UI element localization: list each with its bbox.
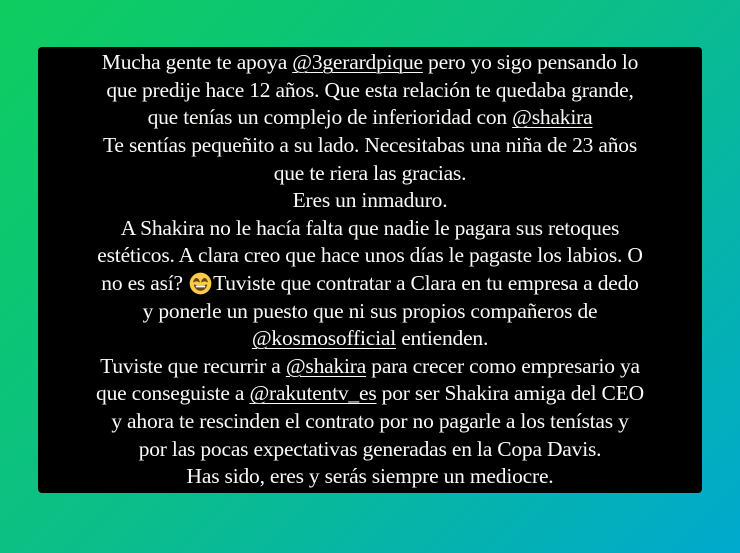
mention-link[interactable]: @rakutentv_es (249, 381, 377, 406)
story-text-segment: Te sentías pequeñito a su lado. Necesitabas una niña de 23 años (103, 133, 637, 158)
story-line (143, 298, 598, 326)
story-text-segment: Tuviste que recurrir a (100, 353, 286, 378)
story-text-segment: que predije hace 12 años. Que esta relación te quedaba grande, (106, 77, 634, 102)
story-line (100, 353, 640, 381)
story-text-segment: por ser Shakira amiga del CEO (376, 381, 644, 406)
story-line (252, 325, 488, 353)
story-text-segment: que conseguiste a (96, 381, 250, 406)
mention-link[interactable]: @kosmosofficial (251, 326, 397, 351)
story-line (139, 436, 602, 464)
story-text-segment: Has sido, eres y serás siempre un mediocre. (186, 464, 554, 489)
story-text-segment: no es así? (101, 271, 189, 295)
mention-link[interactable]: @shakira (512, 105, 593, 130)
story-line (293, 187, 448, 215)
story-text-segment: Mucha gente te apoya (101, 50, 293, 75)
story-line (187, 463, 554, 491)
story-text-segment: por las pocas expectativas generadas en la Copa Davis. (138, 436, 602, 461)
story-text-segment: que te riera las gracias. (273, 160, 467, 185)
story-text-segment: Tuviste que contratar a Clara en tu empresa a dedo (213, 271, 639, 295)
grinning-face-emoji (189, 272, 212, 295)
story-text-segment: estéticos. A clara creo que hace unos días le pagaste los labios. O (97, 243, 643, 268)
story-text-segment: pero yo sigo pensando lo (422, 50, 639, 75)
story-text-segment: que tenías un complejo de inferioridad con (147, 105, 513, 130)
story-text-segment: y ahora te rescinden el contrato por no pagarle a los tenístas y (111, 408, 629, 433)
story-line (121, 215, 619, 243)
mention-link[interactable]: @shakira (285, 353, 367, 378)
mention-link[interactable]: @3gerardpique (292, 50, 423, 75)
story-text-segment: y ponerle un puesto que ni sus propios compañeros de (142, 298, 598, 323)
story-line (111, 408, 628, 436)
story-line (148, 104, 593, 132)
story-text-segment: Eres un inmaduro. (292, 188, 448, 213)
story-line (103, 132, 637, 160)
story-line (97, 242, 642, 270)
story-text-segment: A Shakira no le hacía falta que nadie le pagara sus retoques (120, 215, 620, 240)
story-line (106, 77, 633, 105)
story-line (274, 160, 467, 188)
story-line (102, 49, 638, 77)
story-line (101, 270, 638, 298)
story-text-segment: entienden. (396, 326, 489, 351)
story-line (96, 380, 644, 408)
story-text-box (38, 47, 702, 493)
story-text-segment: para crecer como empresario ya (366, 353, 640, 378)
